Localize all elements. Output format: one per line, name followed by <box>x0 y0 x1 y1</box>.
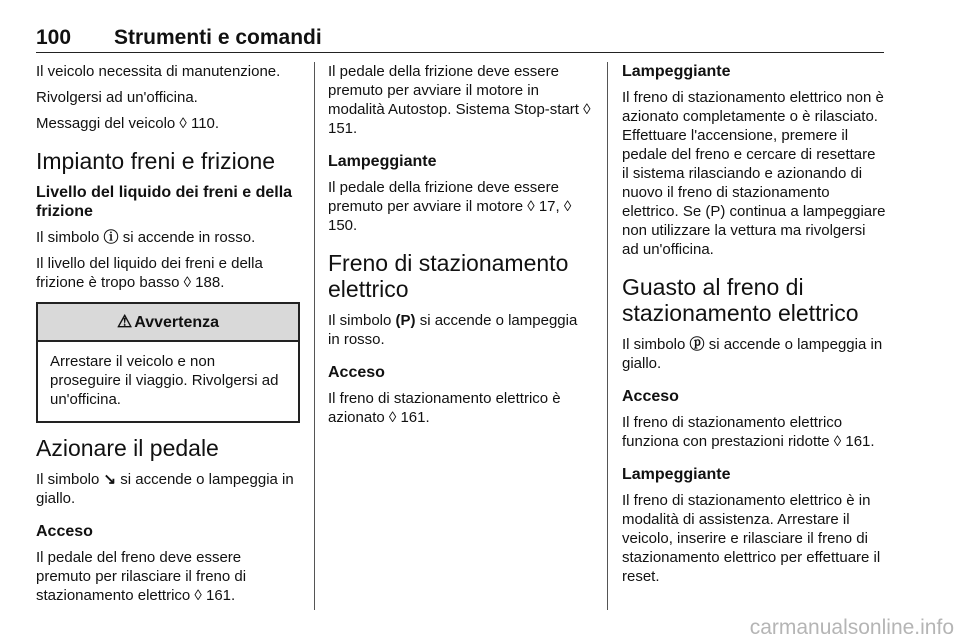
paragraph: Il simbolo ↘ si accende o lampeggia in giallo. <box>36 471 294 507</box>
paragraph-link[interactable]: Messaggi del veicolo ◊ 110. <box>36 115 220 132</box>
paragraph-link[interactable]: Il freno di stazionamento elettrico funziona con prestazioni ridotte ◊ 161. <box>622 414 875 450</box>
header-rule <box>36 52 884 53</box>
paragraph-link[interactable]: Il freno di stazionamento elettrico è azionato ◊ 161. <box>328 390 561 426</box>
paragraph-link[interactable]: Il pedale della frizione deve essere premuto per avviare il motore in modalità Autostop. Sistema Stop-start ◊ 151. <box>328 63 591 137</box>
subsection-heading: Lampeggiante <box>622 63 731 80</box>
page-number: 100 <box>36 26 72 49</box>
column-2 <box>328 62 592 434</box>
warning-box <box>36 302 300 423</box>
warning-icon: ⚠ <box>116 312 133 331</box>
pedal-icon: ↘ <box>103 471 117 488</box>
paragraph: Il freno di stazionamento elettrico non è azionato completamente o è rilasciato. Effettuare l'accensione, premere il pedale del freno e cercare di resettare il sistema rilasciando e azionando di nuovo il freno di stazionamento elettrico. Se (P) continua a lampeggiare non utilizzare la vettura ma rivolgersi ad un'officina. <box>622 89 886 258</box>
warning-header <box>38 304 298 342</box>
watermark: carmanualsonline.info <box>749 616 954 639</box>
paragraph: Il veicolo necessita di manutenzione. <box>36 63 281 80</box>
brake-fluid-icon: ⓘ <box>103 229 119 246</box>
subsection-heading: Acceso <box>328 364 385 381</box>
chapter-title: Strumenti e comandi <box>114 26 322 49</box>
column-divider <box>314 62 315 610</box>
paragraph: Il simbolo (P) si accende o lampeggia in rosso. <box>328 312 578 348</box>
section-heading: Azionare il pedale <box>36 435 219 461</box>
paragraph: Il simbolo ⓟ si accende o lampeggia in giallo. <box>622 336 883 372</box>
warning-title: Avvertenza <box>134 314 220 331</box>
column-1 <box>36 62 300 612</box>
paragraph: Il freno di stazionamento elettrico è in modalità di assistenza. Arrestare il veicolo, inserire e rilasciare il freno di stazionamento elettrico per effettuare il reset. <box>622 492 881 585</box>
paragraph: Il simbolo ⓘ si accende in rosso. <box>36 229 256 246</box>
section-heading: Freno di stazionamento elettrico <box>328 250 569 302</box>
section-heading: Guasto al freno di stazionamento elettrico <box>622 274 859 326</box>
column-divider <box>607 62 608 610</box>
paragraph-link[interactable]: Il pedale del freno deve essere premuto per rilasciare il freno di stazionamento elettrico ◊ 161. <box>36 549 247 604</box>
subsection-heading: Lampeggiante <box>328 153 437 170</box>
parking-brake-fault-icon: ⓟ <box>689 336 705 353</box>
column-3 <box>622 62 886 593</box>
parking-brake-icon: (P) <box>395 312 416 329</box>
section-heading: Impianto freni e frizione <box>36 148 276 174</box>
paragraph-link[interactable]: Il livello del liquido dei freni e della frizione è tropo basso ◊ 188. <box>36 255 263 291</box>
paragraph-link[interactable]: Il pedale della frizione deve essere premuto per avviare il motore ◊ 17, ◊ 150. <box>328 179 572 234</box>
subsection-heading: Acceso <box>622 388 679 405</box>
paragraph: Rivolgersi ad un'officina. <box>36 89 198 106</box>
warning-text: Arrestare il veicolo e non proseguire il viaggio. Rivolgersi ad un'officina. <box>50 353 279 408</box>
subsection-heading: Lampeggiante <box>622 466 731 483</box>
subsection-heading: Acceso <box>36 523 93 540</box>
subsection-heading: Livello del liquido dei freni e della frizione <box>36 184 293 220</box>
page-header <box>36 26 884 50</box>
